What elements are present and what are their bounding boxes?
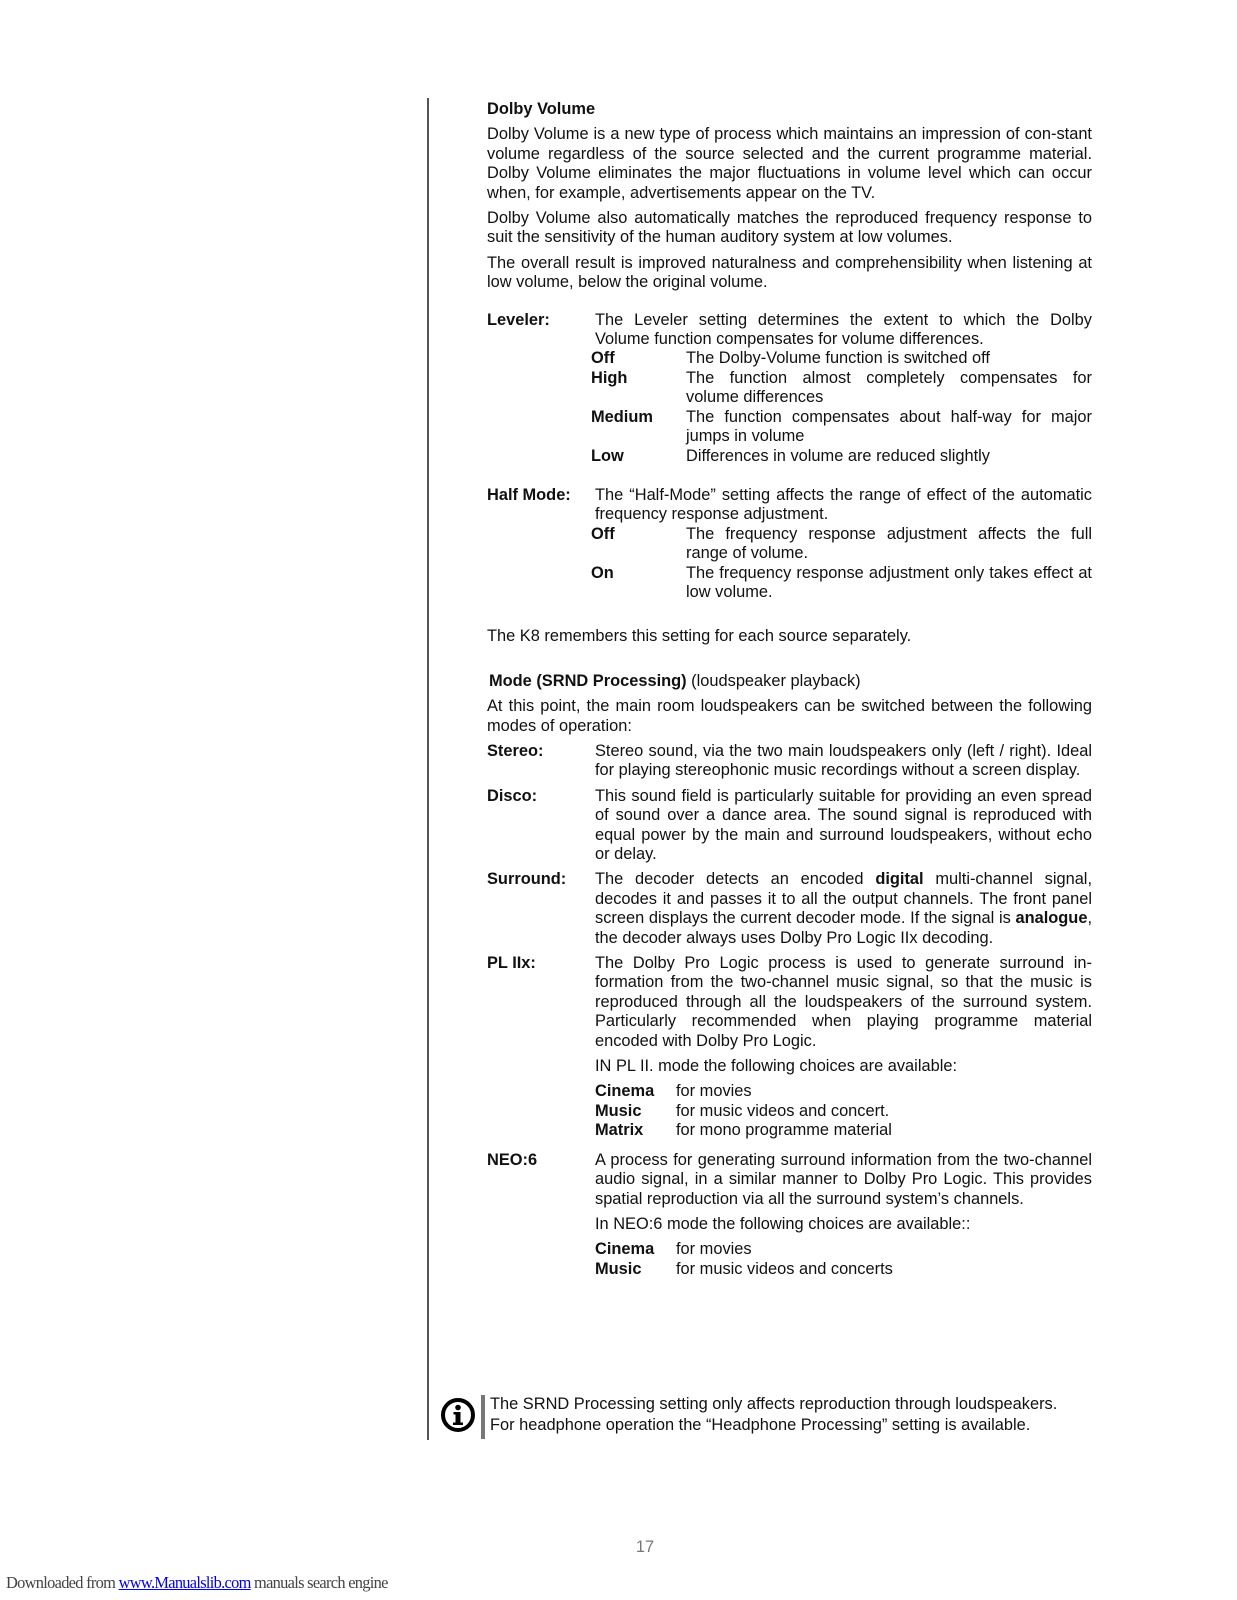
info-note — [440, 1395, 1100, 1439]
leveler-option: Off The Dolby-Volume function is switched off — [591, 349, 990, 368]
manualslib-link[interactable]: www.Manualslib.com — [118, 1573, 251, 1592]
half-mode-option: On The frequency response adjustment only takes effect at low volume. — [591, 563, 1092, 601]
margin-rule — [427, 98, 429, 1440]
main-content — [487, 98, 1092, 1279]
leveler-option: High The function almost completely compensates for volume differences — [591, 368, 1092, 407]
choice-item: Music for music videos and concerts — [595, 1259, 893, 1278]
note-bar — [481, 1395, 485, 1439]
leveler-option: Medium The function compensates about half-way for major jumps in volume — [591, 407, 1092, 446]
info-icon — [440, 1397, 476, 1433]
pl2x-choices — [595, 1082, 1092, 1140]
leveler-label: Leveler: — [487, 310, 550, 329]
surround-term: Surround: The decoder detects an encoded digital multi-channel signal, decodes it and passes it to all the output channels. The front panel screen displays the current decoder mode. If the signal is analogue, the decoder always uses Dolby Pro Logic IIx decoding. — [487, 870, 1093, 947]
mode-heading: Mode (SRND Processing) (loudspeaker playback) — [489, 671, 861, 690]
stereo-term: Stereo: Stereo sound, via the two main loudspeakers only (left / right). Ideal for playing stereophonic music recordings without a screen display. — [487, 741, 1092, 780]
disco-term: Disco: This sound field is particularly suitable for providing an even spread of sound over a dance area. The sound signal is reproduced with equal power by the main and surround loudspeakers, without echo or delay. — [487, 786, 1092, 863]
choice-item: Matrix for mono programme material — [595, 1121, 892, 1140]
half-mode-label: Half Mode: — [487, 485, 571, 504]
remember-note: The K8 remembers this setting for each source separately. — [487, 627, 912, 646]
page-number: 17 — [635, 1538, 655, 1556]
info-note-line-1: The SRND Processing setting only affects reproduction through loudspeakers. — [490, 1395, 1058, 1413]
dolby-paragraph-3: The overall result is improved naturalness and comprehensibility when listening at low volume, below the original volume. — [487, 253, 1092, 292]
neo6-choices — [595, 1240, 1092, 1279]
leveler-description: The Leveler setting determines the extent to which the Dolby Volume function compensates for volume differences. — [595, 310, 1092, 349]
choice-item: Cinema for movies — [595, 1082, 752, 1101]
leveler-term — [487, 311, 1092, 466]
info-note-line-2: For headphone operation the “Headphone Processing” setting is available. — [490, 1416, 1031, 1435]
neo6-term: NEO:6 A process for generating surround information from the two-channel audio signal, in a similar manner to Dolby Pro Logic. This provides spatial reproduction via all the surround system’s channels. In NEO:6 mode the following choices are available:: Cinema for movies Music for music videos and concerts — [487, 1150, 1092, 1278]
dolby-paragraph-2: Dolby Volume also automatically matches the reproduced frequency response to suit the sensitivity of the human auditory system at low volumes. — [487, 209, 1092, 247]
pl2x-term: PL IIx: The Dolby Pro Logic process is used to generate surround in-formation from the two-channel music signal, so that the music is reproduced through all the loudspeakers of the surround system. Particularly recommended when playing programme material encoded with Dolby Pro Logic. IN PL II. mode the following choices are available: Cinema for movies Music for music videos and concert. Matrix for mono programme material — [487, 954, 1092, 1140]
dolby-paragraph-1: Dolby Volume is a new type of process which maintains an impression of con-stant volume regardless of the source selected and the current programme material. Dolby Volume eliminates the major fluctuations in volume level which can occur when, for example, advertisements appear on the TV. — [487, 125, 1092, 202]
dolby-volume-heading: Dolby Volume — [487, 100, 596, 118]
half-mode-description: The “Half-Mode” setting affects the range of effect of the automatic frequency response adjustment. — [595, 485, 1092, 524]
info-note-text — [490, 1395, 1105, 1436]
half-mode-term — [487, 486, 1092, 602]
choice-item: Music for music videos and concert. — [595, 1101, 890, 1120]
leveler-option: Low Differences in volume are reduced slightly — [591, 446, 990, 465]
half-mode-option: Off The frequency response adjustment affects the full range of volume. — [591, 524, 1092, 563]
mode-intro: At this point, the main room loudspeakers can be switched between the following modes of operation: — [487, 697, 1092, 735]
choice-item: Cinema for movies — [595, 1240, 752, 1259]
download-footer: Downloaded from www.Manualslib.com manuals search engine — [6, 1573, 388, 1592]
